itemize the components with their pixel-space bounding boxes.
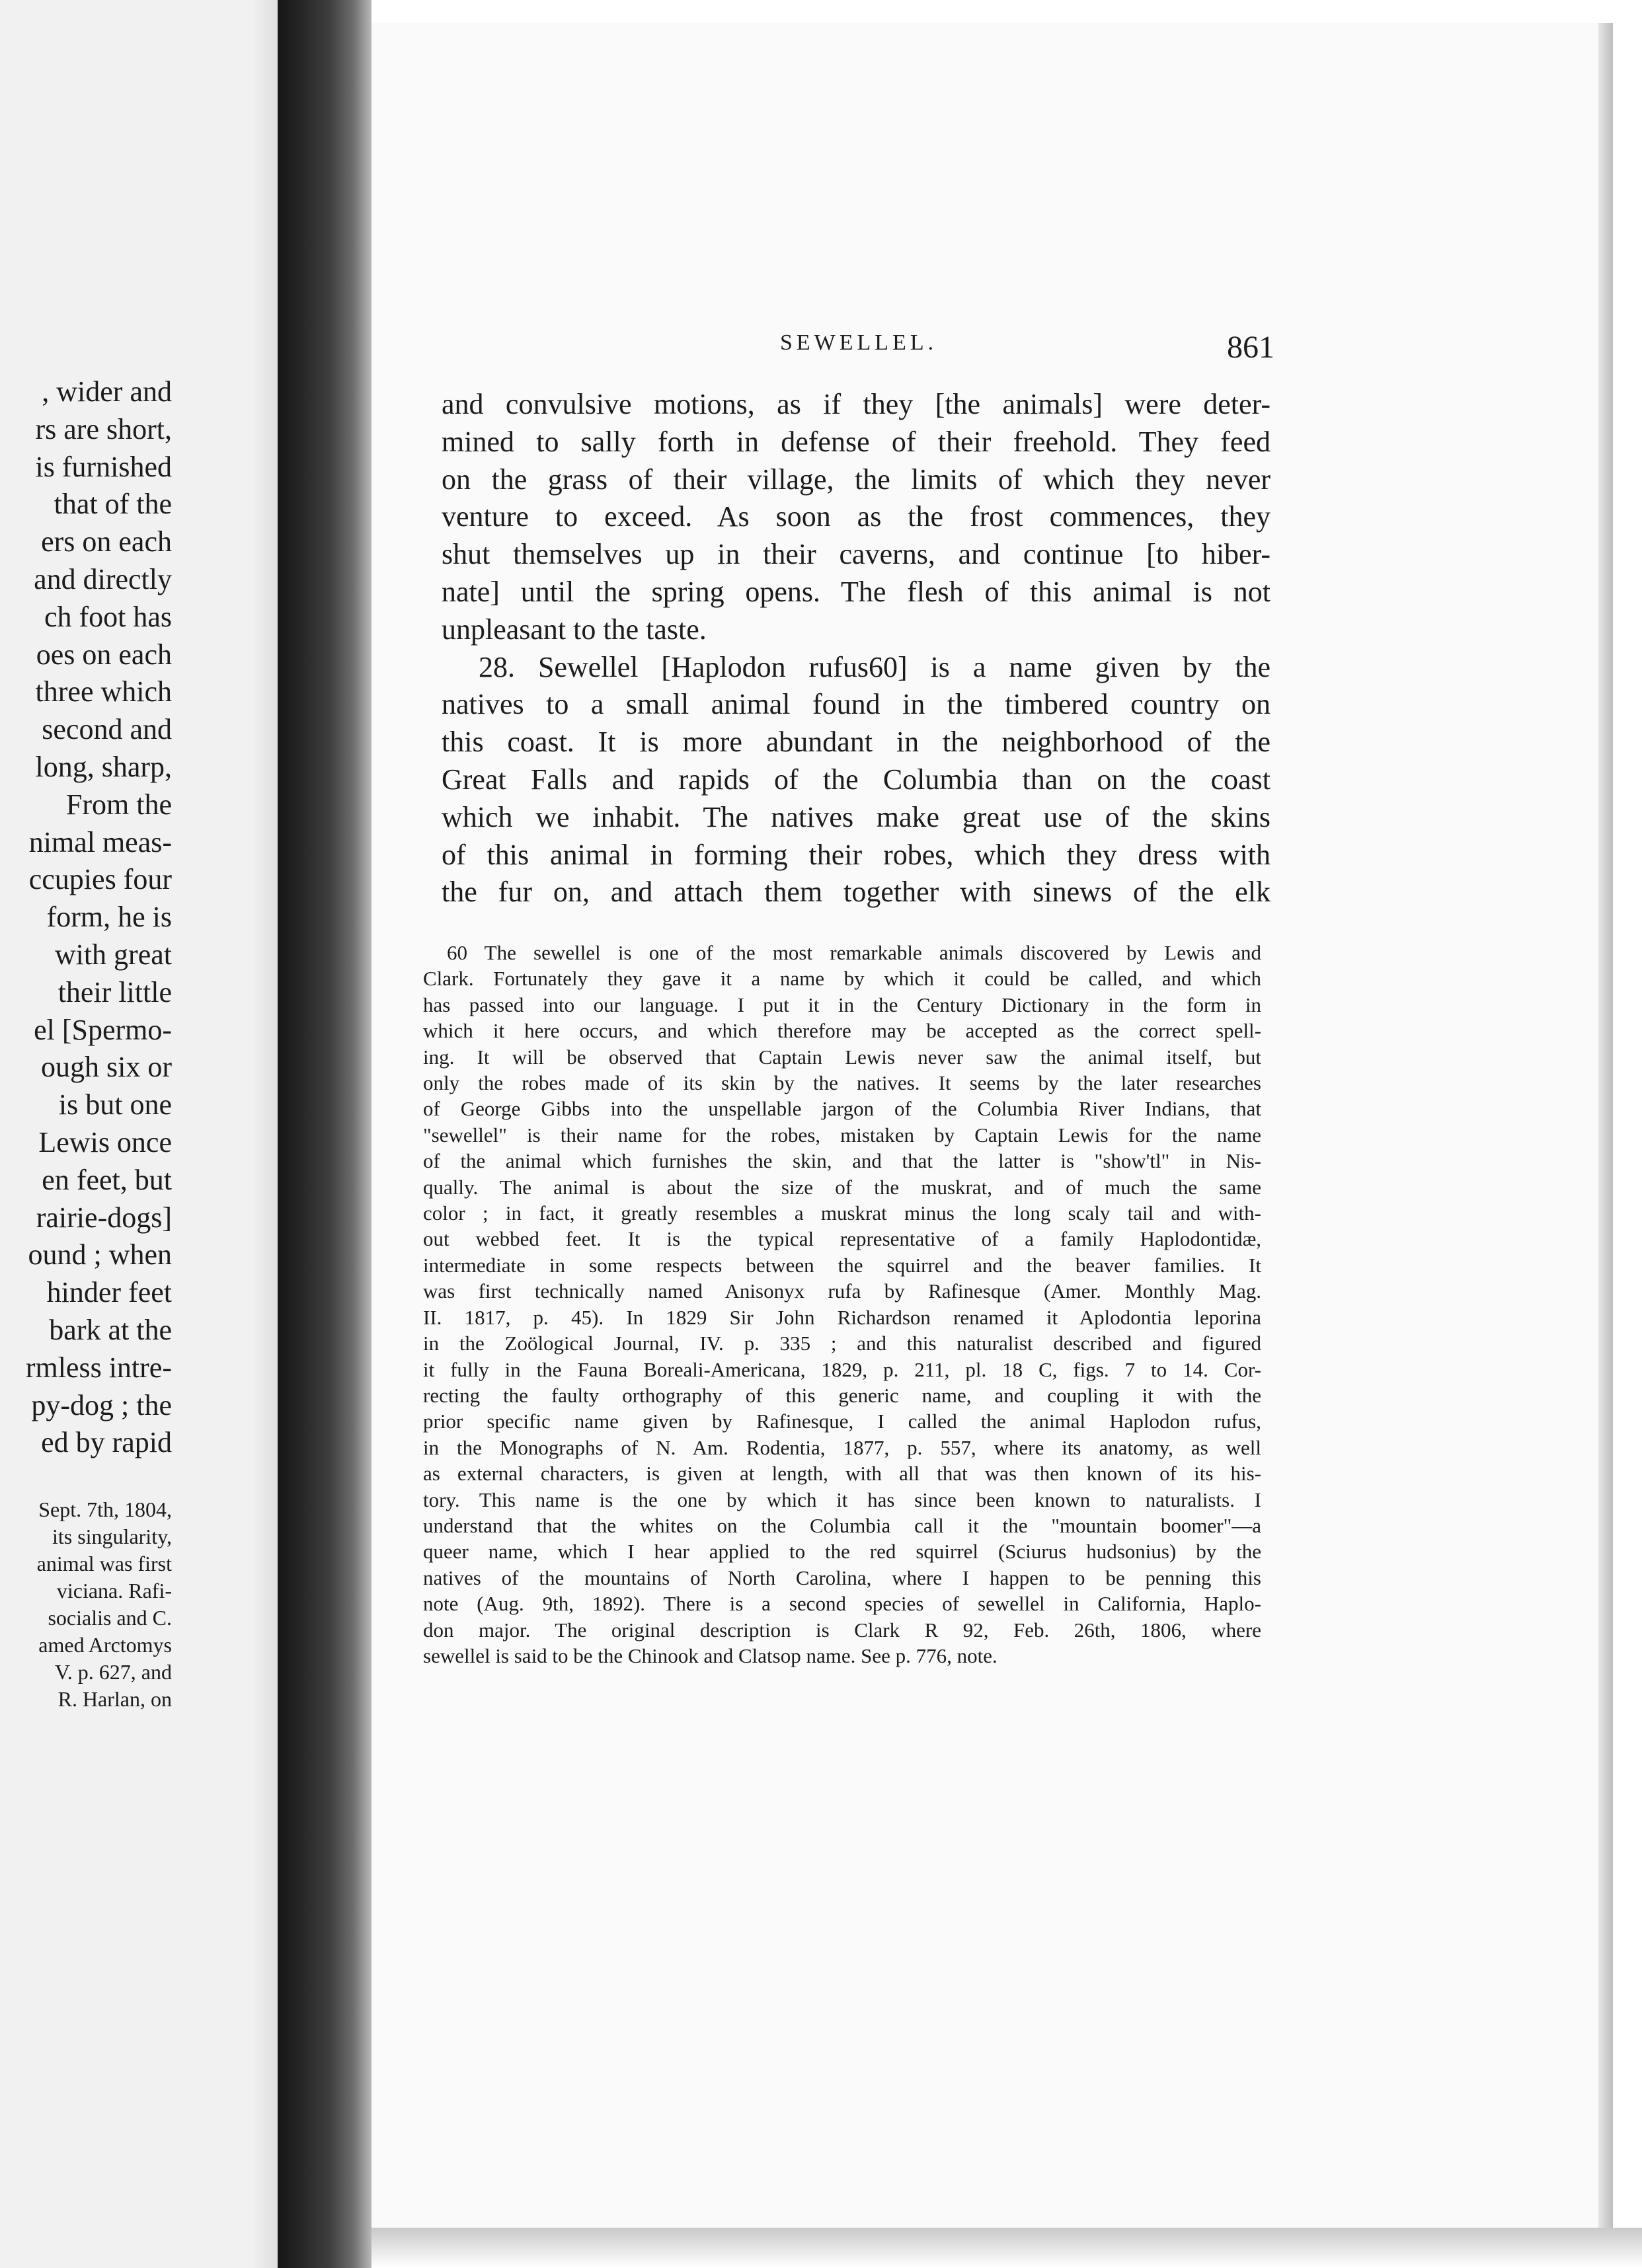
left-note-line: viciana. Rafi- — [56, 1579, 172, 1603]
body-line: Great Falls and rapids of the Columbia than on the coast — [442, 763, 1271, 796]
footnote-line: of George Gibbs into the unspellable jargon of the Columbia River Indians, that — [423, 1097, 1261, 1121]
left-note-line: amed Arctomys — [38, 1633, 172, 1657]
left-page-main-text — [26, 373, 172, 1462]
footnote-line: qually. The animal is about the size of the muskrat, and of much the same — [423, 1175, 1261, 1199]
footnote-line: understand that the whites on the Columbia call it the "mountain boomer"—a — [423, 1513, 1261, 1537]
left-text-line: nimal meas- — [28, 825, 172, 858]
footnote-line: as external characters, is given at length, with all that was then known of its his- — [423, 1462, 1261, 1486]
left-text-line: their little — [58, 975, 172, 1008]
page-number: 861 — [1227, 330, 1274, 365]
left-note-line: R. Harlan, on — [58, 1687, 172, 1711]
body-line: this coast. It is more abundant in the neighborhood of the — [442, 726, 1271, 759]
left-text-line: From the — [65, 788, 172, 821]
body-text — [442, 386, 1271, 911]
left-text-line: with great — [54, 938, 172, 971]
left-note-line: animal was first — [36, 1552, 172, 1575]
left-page-footnote-text — [37, 1496, 172, 1713]
footnote-line: prior specific name given by Rafinesque, I called the animal Haplodon rufus, — [423, 1410, 1261, 1433]
left-text-line: long, sharp, — [35, 750, 172, 783]
footnote-line: tory. This name is the one by which it has since been known to naturalists. I — [423, 1488, 1261, 1511]
footnote-line: note (Aug. 9th, 1892). There is a second species of sewellel in California, Haplo- — [423, 1592, 1261, 1616]
left-text-line: el [Spermo- — [34, 1013, 172, 1046]
running-head: SEWELLEL. — [780, 330, 938, 355]
page-edge — [1598, 23, 1613, 2228]
body-line: unpleasant to the taste. — [442, 613, 707, 646]
footnote-line: don major. The original description is Clark R 92, Feb. 26th, 1806, where — [423, 1618, 1261, 1642]
footnote-line: recting the faulty orthography of this generic name, and coupling it with the — [423, 1383, 1261, 1407]
left-page-fragment — [0, 0, 278, 2268]
left-text-line: en feet, but — [42, 1163, 172, 1196]
left-text-line: ound ; when — [28, 1238, 172, 1271]
left-note-line: V. p. 627, and — [54, 1660, 172, 1684]
footnote-line: II. 1817, p. 45). In 1829 Sir John Richardson renamed it Aplodontia leporina — [423, 1305, 1261, 1329]
body-line: on the grass of their village, the limits of which they never — [442, 463, 1271, 496]
footnote-line: was first technically named Anisonyx rufa by Rafinesque (Amer. Monthly Mag. — [423, 1279, 1261, 1303]
left-text-line: Lewis once — [38, 1125, 172, 1158]
body-line: which we inhabit. The natives make great use of the skins — [442, 800, 1271, 833]
footnote-60 — [423, 940, 1261, 1669]
footnote-line: "sewellel" is their name for the robes, mistaken by Captain Lewis for the name — [423, 1123, 1261, 1147]
body-line: of this animal in forming their robes, which they dress with — [442, 838, 1271, 871]
footnote-line: only the robes made of its skin by the natives. It seems by the later researches — [423, 1071, 1261, 1095]
body-line: and convulsive motions, as if they [the animals] were deter- — [442, 388, 1271, 420]
left-text-line: bark at the — [49, 1313, 172, 1346]
left-text-line: ough six or — [41, 1051, 172, 1084]
body-line: the fur on, and attach them together with sinews of the elk — [442, 876, 1271, 909]
left-text-line: ccupies four — [28, 863, 172, 896]
left-text-line: that of the — [54, 488, 172, 521]
left-text-line: ers on each — [41, 525, 172, 558]
footnote-line: color ; in fact, it greatly resembles a muskrat minus the long scaly tail and with- — [423, 1201, 1261, 1225]
footnote-line: intermediate in some respects between the squirrel and the beaver families. It — [423, 1253, 1261, 1277]
body-line: venture to exceed. As soon as the frost commences, they — [442, 500, 1271, 533]
left-text-line: hinder feet — [46, 1276, 172, 1309]
left-text-line: , wider and — [42, 375, 172, 408]
footnote-line: natives of the mountains of North Carolina, where I happen to be penning this — [423, 1566, 1261, 1589]
left-text-line: is furnished — [35, 450, 172, 483]
page-bottom-shadow — [371, 2228, 1642, 2268]
footnote-line: of the animal which furnishes the skin, and that the latter is "show'tl" in Nis- — [423, 1149, 1261, 1173]
left-text-line: rmless intre- — [25, 1351, 172, 1384]
body-line: 28. Sewellel [Haplodon rufus60] is a name given by the — [479, 650, 1271, 683]
left-text-line: three which — [35, 675, 172, 708]
left-note-line: Sept. 7th, 1804, — [38, 1497, 172, 1521]
body-line: nate] until the spring opens. The flesh of this animal is not — [442, 575, 1271, 608]
left-text-line: py-dog ; the — [31, 1388, 172, 1421]
left-text-line: rairie-dogs] — [36, 1201, 172, 1234]
footnote-line: Clark. Fortunately they gave it a name by which it could be called, and which — [423, 967, 1261, 991]
left-text-line: and directly — [34, 562, 172, 595]
left-text-line: second and — [42, 713, 172, 746]
left-text-line: oes on each — [36, 638, 172, 671]
book-spine-gutter — [278, 0, 371, 2268]
left-text-line: form, he is — [46, 901, 172, 934]
footnote-line: has passed into our language. I put it in the Century Dictionary in the form in — [423, 993, 1261, 1016]
left-text-line: ed by rapid — [41, 1426, 172, 1459]
footnote-line: queer name, which I hear applied to the red squirrel (Sciurus hudsonius) by the — [423, 1540, 1261, 1564]
footnote-line: ing. It will be observed that Captain Lewis never saw the animal itself, but — [423, 1045, 1261, 1069]
footnote-line: out webbed feet. It is the typical representative of a family Haplodontidæ, — [423, 1227, 1261, 1251]
footnote-line: in the Zoölogical Journal, IV. p. 335 ; and this naturalist described and figured — [423, 1332, 1261, 1355]
footnote-line: sewellel is said to be the Chinook and Clatsop name. See p. 776, note. — [423, 1644, 997, 1667]
left-text-line: is but one — [58, 1088, 172, 1121]
footnote-line: in the Monographs of N. Am. Rodentia, 1877, p. 557, where its anatomy, as well — [423, 1435, 1261, 1459]
left-text-line: ch foot has — [44, 600, 172, 633]
left-text-line: rs are short, — [35, 412, 172, 445]
footnote-line: 60 The sewellel is one of the most remarkable animals discovered by Lewis and — [447, 941, 1261, 964]
body-line: natives to a small animal found in the timbered country on — [442, 688, 1271, 721]
footnote-line: it fully in the Fauna Boreali-Americana, 1829, p. 211, pl. 18 C, figs. 7 to 14. Cor- — [423, 1357, 1261, 1381]
footnote-line: which it here occurs, and which therefore may be accepted as the correct spell- — [423, 1019, 1261, 1043]
body-line: shut themselves up in their caverns, and continue [to hiber- — [442, 538, 1271, 571]
body-line: mined to sally forth in defense of their freehold. They feed — [442, 425, 1271, 458]
left-note-line: socialis and C. — [48, 1606, 172, 1630]
gutter-shadow — [251, 0, 278, 2268]
left-note-line: its singularity, — [52, 1525, 172, 1548]
